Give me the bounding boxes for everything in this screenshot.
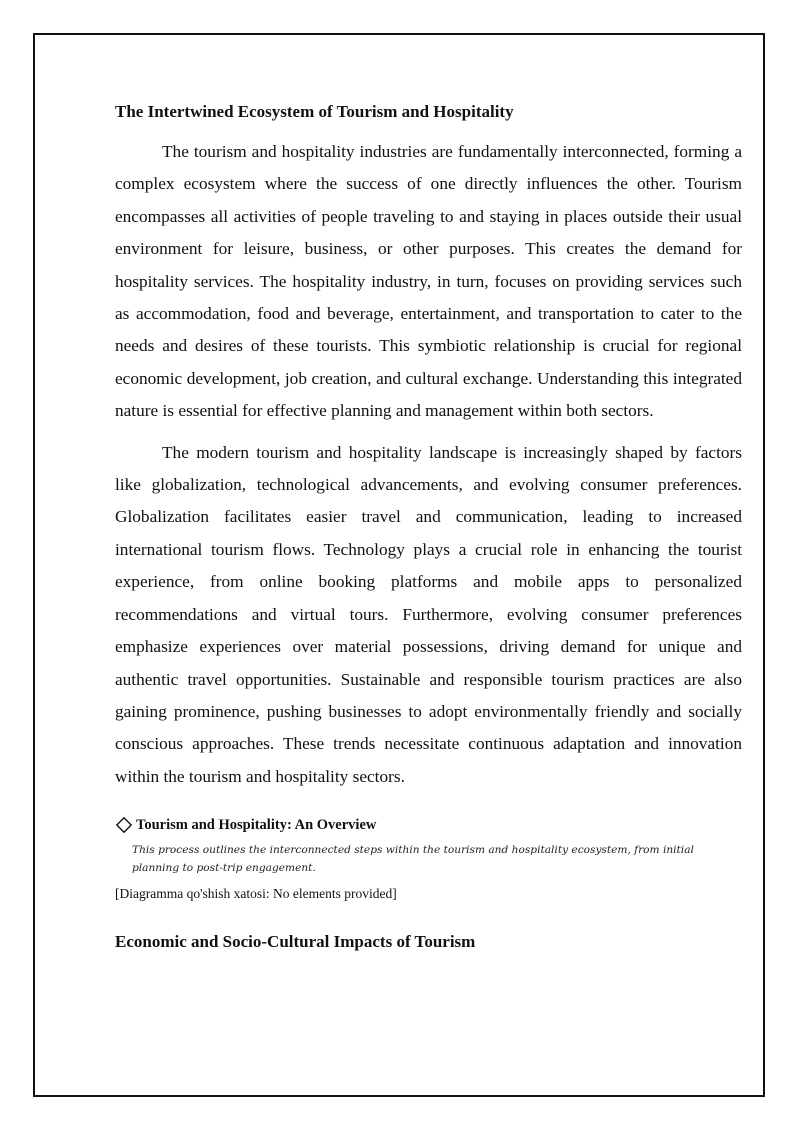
section-heading: Economic and Socio-Cultural Impacts of Tourism — [115, 932, 476, 952]
diagram-error-message: [Diagramma qo'shish xatosi: No elements provided] — [115, 886, 397, 902]
diagram-title-row — [115, 815, 742, 835]
section-heading: The Intertwined Ecosystem of Tourism and Hospitality — [115, 102, 514, 121]
document-body — [115, 100, 742, 954]
body-paragraph: The modern tourism and hospitality landscape is increasingly shaped by factors like globalization, technological advancements, and evolving consumer preferences. Globalization facilitates easier travel and communication, leading to increased international tourism flows. Technology plays a crucial role in enhancing the tourist experience, from online booking platforms and mobile apps to personalized recommendations and virtual tours. Furthermore, evolving consumer preferences emphasize experiences over material possessions, driving demand for unique and authentic travel opportunities. Sustainable and responsible tourism practices are also gaining prominence, pushing businesses to adopt environmentally friendly and socially conscious approaches. These trends necessitate continuous adaptation and innovation within the tourism and hospitality sectors. — [115, 442, 742, 786]
diagram-block — [115, 815, 742, 904]
diagram-description: This process outlines the interconnected steps within the tourism and hospitality ecosystem, from initial planning to post-trip engagement. — [132, 844, 694, 875]
diagram-title: Tourism and Hospitality: An Overview — [136, 817, 377, 834]
body-paragraph: The tourism and hospitality industries are fundamentally interconnected, forming a complex ecosystem where the success of one directly influences the other. Tourism encompasses all activities of people traveling to and staying in places outside their usual environment for leisure, business, or other purposes. This creates the demand for hospitality services. The hospitality industry, in turn, focuses on providing services such as accommodation, food and beverage, entertainment, and transportation to cater to the needs and desires of these tourists. This symbiotic relationship is crucial for regional economic development, job creation, and cultural exchange. Understanding this integrated nature is essential for effective planning and management within both sectors. — [115, 142, 742, 421]
tag-icon — [115, 816, 133, 834]
